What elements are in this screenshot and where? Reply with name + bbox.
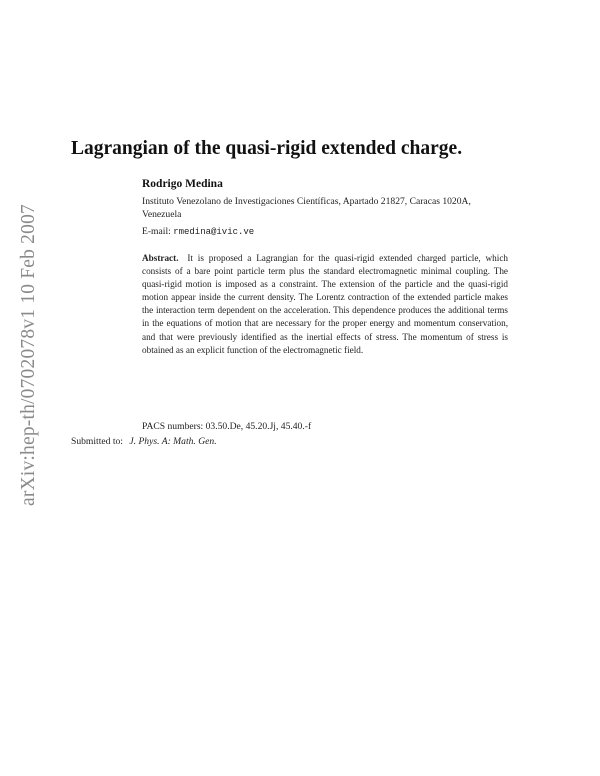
arxiv-identifier-stamp	[15, 190, 43, 520]
author-name: Rodrigo Medina	[142, 178, 223, 190]
author-affiliation: Instituto Venezolano de Investigaciones Científicas, Apartado 21827, Caracas 1020A, Venezuela	[142, 196, 471, 220]
pacs-numbers: PACS numbers: 03.50.De, 45.20.Jj, 45.40.-f	[142, 421, 312, 432]
abstract	[142, 252, 508, 357]
arxiv-identifier-text: arXiv:hep-th/0702078v1 10 Feb 2007	[18, 204, 40, 506]
journal-name: J. Phys. A: Math. Gen.	[129, 436, 217, 447]
email-label: E-mail:	[142, 226, 171, 237]
abstract-text: It is proposed a Lagrangian for the quasi-rigid extended charged particle, which consists of a bare point particle term plus the standard electromagnetic minimal coupling. The quasi-rigid motion is imposed as a constraint. The extension of the particle and the quasi-rigid motion appear inside the current density. The Lorentz contraction of the extended particle makes the interaction term dependent on the acceleration. This dependence produces the additional terms in the equations of motion that are necessary for the proper energy and momentum conservation, and that were previously identified as the inertial effects of stress. The momentum of stress is obtained as an explicit function of the electromagnetic field.	[142, 253, 508, 355]
author-email-line	[142, 226, 254, 237]
submitted-label: Submitted to:	[71, 436, 123, 447]
abstract-label: Abstract.	[142, 253, 179, 263]
submission-line	[71, 436, 217, 447]
email-address: rmedina@ivic.ve	[173, 227, 255, 237]
paper-title: Lagrangian of the quasi-rigid extended charge.	[71, 138, 463, 159]
